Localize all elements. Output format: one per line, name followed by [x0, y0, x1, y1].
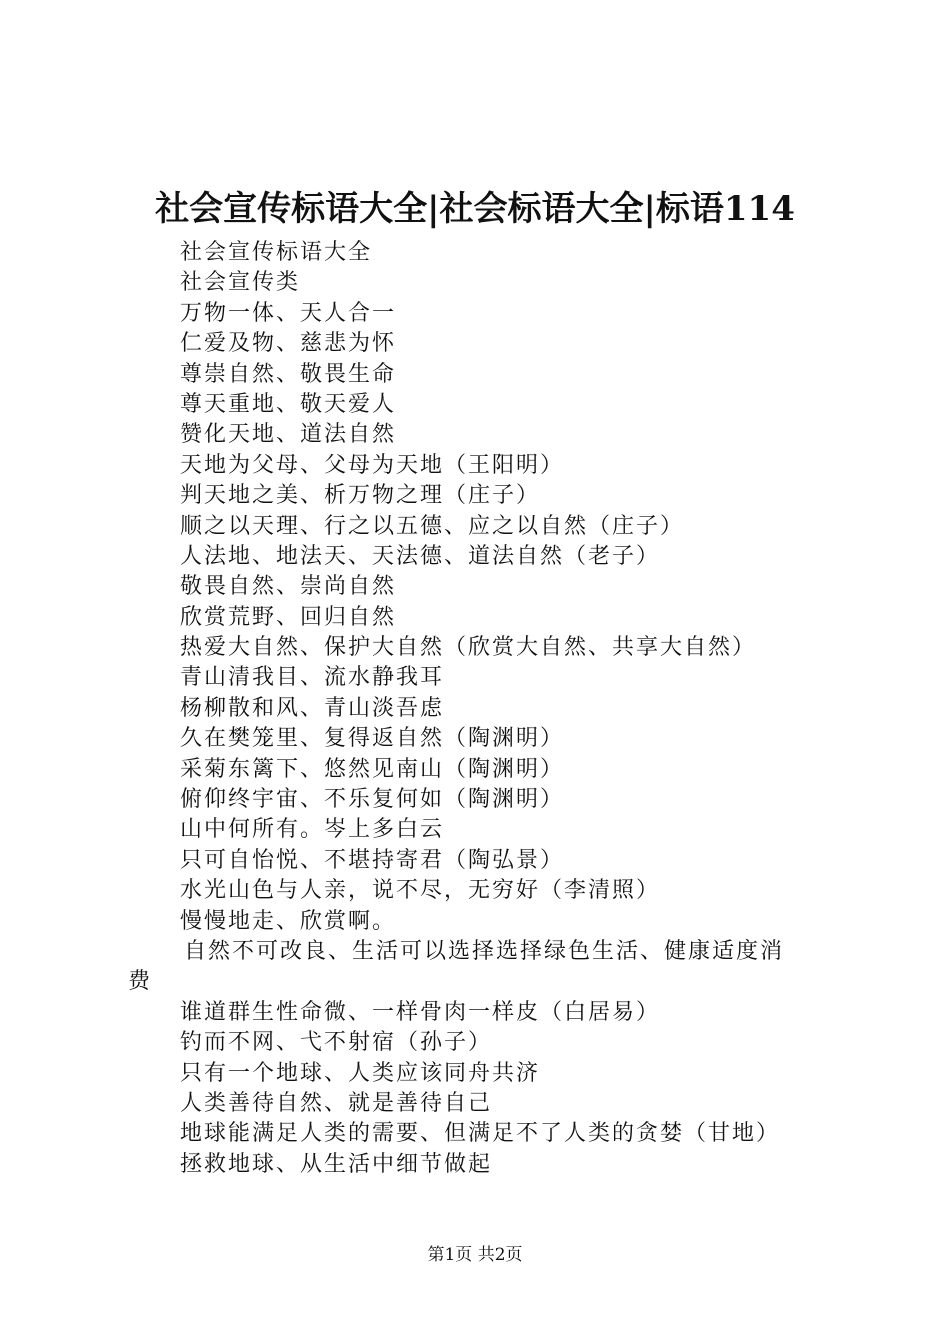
text-line: 采菊东篱下、悠然见南山（陶渊明） — [180, 756, 565, 782]
text-line: 俯仰终宇宙、不乐复何如（陶渊明） — [180, 787, 565, 813]
text-line: 敬畏自然、崇尚自然 — [180, 574, 397, 600]
text-line: 尊天重地、敬天爱人 — [180, 391, 397, 417]
text-line: 慢慢地走、欣赏啊。 — [180, 908, 397, 934]
text-line: 杨柳散和风、青山淡吾虑 — [180, 695, 445, 721]
text-line: 水光山色与人亲，说不尽，无穷好（李清照） — [180, 878, 661, 904]
text-line: 久在樊笼里、复得返自然（陶渊明） — [180, 726, 565, 752]
wrapped-line-rest: 费 — [128, 969, 153, 995]
text-line: 只有一个地球、人类应该同舟共济 — [180, 1060, 541, 1086]
text-line: 社会宣传标语大全 — [180, 240, 373, 265]
text-line: 尊崇自然、敬畏生命 — [180, 361, 397, 387]
text-line: 赞化天地、道法自然 — [180, 422, 397, 448]
text-line: 人法地、地法天、天法德、道法自然（老子） — [180, 543, 661, 569]
text-line: 判天地之美、析万物之理（庄子） — [180, 483, 541, 509]
text-line: 天地为父母、父母为天地（王阳明） — [180, 452, 565, 478]
text-line: 热爱大自然、保护大自然（欣赏大自然、共享大自然） — [180, 635, 757, 661]
text-line: 只可自怡悦、不堪持寄君（陶弘景） — [180, 847, 565, 873]
text-line: 顺之以天理、行之以五德、应之以自然（庄子） — [180, 513, 685, 539]
text-line: 仁爱及物、慈悲为怀 — [180, 331, 397, 357]
text-line: 山中何所有。岑上多白云 — [180, 817, 445, 843]
text-line: 拯救地球、从生活中细节做起 — [180, 1151, 493, 1177]
text-line: 社会宣传类 — [180, 270, 301, 296]
text-line: 谁道群生性命微、一样骨肉一样皮（白居易） — [180, 999, 661, 1025]
text-line: 万物一体、天人合一 — [180, 300, 397, 326]
text-line: 地球能满足人类的需要、但满足不了人类的贪婪（甘地） — [180, 1121, 781, 1147]
text-line: 青山清我目、流水静我耳 — [180, 665, 445, 691]
wrapped-line-first: 自然不可改良、生活可以选择选择绿色生活、健康适度消 — [184, 938, 785, 964]
text-line: 欣赏荒野、回归自然 — [180, 604, 397, 630]
document-title: 社会宣传标语大全|社会标语大全|标语114 — [155, 189, 795, 229]
page-footer: 第1页 共2页 — [427, 1245, 523, 1265]
text-line: 钓而不网、弋不射宿（孙子） — [180, 1030, 493, 1056]
document-body — [128, 238, 840, 1180]
text-line: 人类善待自然、就是善待自己 — [180, 1090, 493, 1116]
